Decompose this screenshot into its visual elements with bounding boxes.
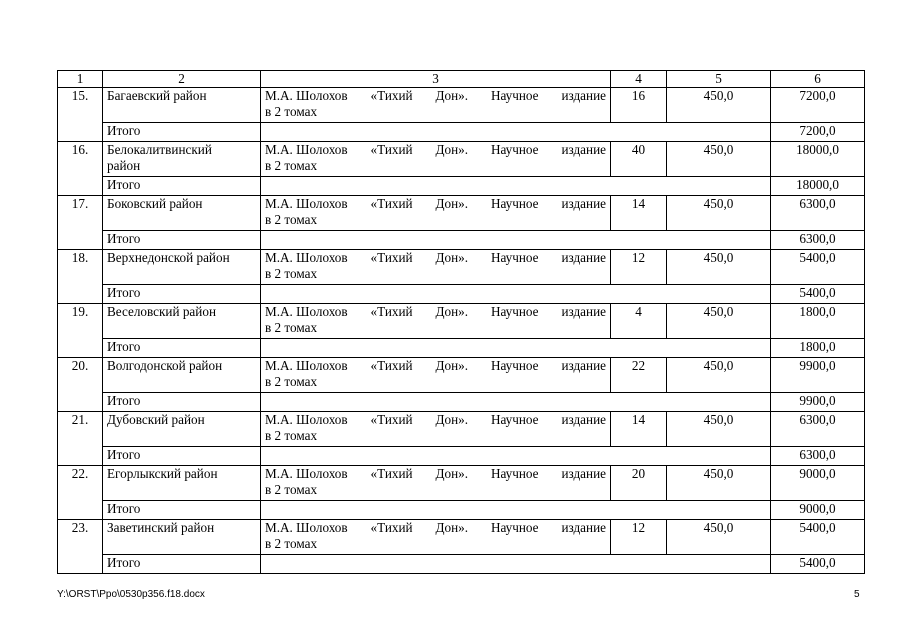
desc-word: Дон». [435, 196, 469, 211]
district-cell [103, 520, 261, 555]
total-sum-value: 6300,0 [799, 447, 836, 462]
total-label: Итого [103, 231, 261, 250]
total-row [58, 393, 865, 412]
header-cell: 3 [261, 71, 611, 88]
total-sum-cell [771, 555, 865, 574]
header-row [58, 71, 865, 88]
description-line2: в 2 томах [265, 320, 318, 335]
total-spacer [261, 555, 771, 574]
desc-word: «Тихий [370, 520, 413, 535]
sum-cell [771, 520, 865, 555]
desc-word: М.А. Шолохов [265, 412, 348, 427]
price-cell: 450,0 [667, 412, 771, 447]
description-line2: в 2 томах [265, 428, 318, 443]
total-label: Итого [103, 501, 261, 520]
sum-cell [771, 466, 865, 501]
price-cell: 450,0 [667, 466, 771, 501]
total-sum-value: 7200,0 [799, 123, 836, 138]
desc-word: Дон». [435, 250, 469, 265]
district-cell [103, 250, 261, 285]
total-label: Итого [103, 555, 261, 574]
quantity-cell: 12 [611, 520, 667, 555]
total-sum-value: 6300,0 [799, 231, 836, 246]
price-cell: 450,0 [667, 196, 771, 231]
row-number: 16. [58, 142, 103, 196]
total-spacer [261, 231, 771, 250]
page-number: 5 [854, 589, 860, 600]
district-cell [103, 196, 261, 231]
desc-word: М.А. Шолохов [265, 520, 348, 535]
total-row [58, 339, 865, 358]
total-sum-cell [771, 447, 865, 466]
price-cell: 450,0 [667, 520, 771, 555]
district-cell [103, 304, 261, 339]
desc-word: «Тихий [370, 466, 413, 481]
desc-word: «Тихий [370, 88, 413, 103]
desc-word: М.А. Шолохов [265, 142, 348, 157]
header-cell: 4 [611, 71, 667, 88]
district-cell [103, 88, 261, 123]
district-name: Волгодонской район [107, 358, 223, 373]
row-number: 17. [58, 196, 103, 250]
table-row [58, 412, 865, 447]
header-cell: 6 [771, 71, 865, 88]
total-label: Итого [103, 393, 261, 412]
district-name: Заветинский район [107, 520, 215, 535]
price-cell: 450,0 [667, 250, 771, 285]
total-spacer [261, 501, 771, 520]
row-number: 21. [58, 412, 103, 466]
desc-word: «Тихий [370, 142, 413, 157]
total-sum-cell [771, 285, 865, 304]
sum-cell [771, 196, 865, 231]
total-row [58, 285, 865, 304]
total-row [58, 501, 865, 520]
desc-word: М.А. Шолохов [265, 304, 348, 319]
description-line2: в 2 томах [265, 104, 318, 119]
sum-cell [771, 142, 865, 177]
desc-word: «Тихий [370, 196, 413, 211]
desc-word: Дон». [435, 88, 469, 103]
total-sum-cell [771, 177, 865, 196]
sum-value: 18000,0 [796, 142, 839, 157]
table-row [58, 520, 865, 555]
total-spacer [261, 339, 771, 358]
desc-word: М.А. Шолохов [265, 250, 348, 265]
desc-word: Дон». [435, 358, 469, 373]
desc-word: Дон». [435, 142, 469, 157]
desc-word: М.А. Шолохов [265, 466, 348, 481]
quantity-cell: 16 [611, 88, 667, 123]
description-cell [261, 88, 611, 123]
total-spacer [261, 177, 771, 196]
district-cell [103, 358, 261, 393]
row-number: 23. [58, 520, 103, 574]
sum-cell [771, 412, 865, 447]
description-cell [261, 520, 611, 555]
sum-value: 9000,0 [799, 466, 836, 481]
sum-cell [771, 304, 865, 339]
desc-word: издание [561, 412, 606, 427]
total-spacer [261, 285, 771, 304]
description-line2: в 2 томах [265, 374, 318, 389]
price-cell: 450,0 [667, 88, 771, 123]
total-spacer [261, 447, 771, 466]
quantity-cell: 40 [611, 142, 667, 177]
sum-value: 6300,0 [799, 412, 836, 427]
header-cell: 1 [58, 71, 103, 88]
district-cell [103, 412, 261, 447]
desc-word: Научное [490, 358, 539, 373]
desc-word: Дон». [435, 520, 469, 535]
desc-word: Дон». [435, 304, 469, 319]
total-spacer [261, 123, 771, 142]
desc-word: издание [561, 520, 606, 535]
description-line2: в 2 томах [265, 266, 318, 281]
table-row [58, 466, 865, 501]
total-label: Итого [103, 177, 261, 196]
table-row [58, 88, 865, 123]
description-cell [261, 466, 611, 501]
row-number: 19. [58, 304, 103, 358]
description-line2: в 2 томах [265, 536, 318, 551]
desc-word: «Тихий [370, 412, 413, 427]
total-sum-cell [771, 123, 865, 142]
row-number: 20. [58, 358, 103, 412]
district-name: Белокалитвинский [107, 142, 212, 157]
description-line2: в 2 томах [265, 212, 318, 227]
total-sum-value: 9900,0 [799, 393, 836, 408]
desc-word: Научное [490, 304, 539, 319]
desc-word: издание [561, 196, 606, 211]
total-sum-value: 5400,0 [799, 285, 836, 300]
district-name: Боковский район [107, 196, 203, 211]
table-row [58, 358, 865, 393]
total-sum-cell [771, 501, 865, 520]
header-cell: 5 [667, 71, 771, 88]
header-cell: 2 [103, 71, 261, 88]
total-label: Итого [103, 123, 261, 142]
row-number: 22. [58, 466, 103, 520]
quantity-cell: 12 [611, 250, 667, 285]
total-row [58, 123, 865, 142]
district-cell [103, 466, 261, 501]
desc-word: «Тихий [370, 304, 413, 319]
total-sum-cell [771, 393, 865, 412]
desc-word: М.А. Шолохов [265, 358, 348, 373]
desc-word: Дон». [435, 466, 469, 481]
price-cell: 450,0 [667, 304, 771, 339]
desc-word: издание [561, 466, 606, 481]
desc-word: Научное [490, 466, 539, 481]
desc-word: Научное [490, 520, 539, 535]
description-cell [261, 250, 611, 285]
desc-word: М.А. Шолохов [265, 88, 348, 103]
total-label: Итого [103, 285, 261, 304]
total-sum-value: 5400,0 [799, 555, 836, 570]
desc-word: Научное [490, 196, 539, 211]
total-row [58, 555, 865, 574]
total-sum-value: 18000,0 [796, 177, 839, 192]
row-number: 18. [58, 250, 103, 304]
description-cell [261, 304, 611, 339]
desc-word: издание [561, 88, 606, 103]
table-row [58, 250, 865, 285]
desc-word: Научное [490, 250, 539, 265]
description-cell [261, 412, 611, 447]
quantity-cell: 20 [611, 466, 667, 501]
quantity-cell: 14 [611, 412, 667, 447]
document-table [57, 70, 865, 574]
sum-cell [771, 88, 865, 123]
total-sum-value: 1800,0 [799, 339, 836, 354]
total-sum-cell [771, 339, 865, 358]
total-row [58, 231, 865, 250]
district-name: Багаевский район [107, 88, 207, 103]
total-sum-value: 9000,0 [799, 501, 836, 516]
row-number: 15. [58, 88, 103, 142]
district-name: Дубовский район [107, 412, 205, 427]
desc-word: издание [561, 358, 606, 373]
total-spacer [261, 393, 771, 412]
table-row [58, 304, 865, 339]
table-row [58, 196, 865, 231]
desc-word: «Тихий [370, 250, 413, 265]
desc-word: Научное [490, 88, 539, 103]
total-label: Итого [103, 447, 261, 466]
description-cell [261, 142, 611, 177]
desc-word: «Тихий [370, 358, 413, 373]
sum-cell [771, 250, 865, 285]
district-name-line2: район [107, 158, 141, 173]
desc-word: Научное [490, 142, 539, 157]
desc-word: издание [561, 142, 606, 157]
desc-word: Дон». [435, 412, 469, 427]
desc-word: М.А. Шолохов [265, 196, 348, 211]
sum-value: 7200,0 [799, 88, 836, 103]
footer-file-path: Y:\ORST\Ppo\0530p356.f18.docx [57, 589, 205, 600]
description-line2: в 2 томах [265, 158, 318, 173]
quantity-cell: 14 [611, 196, 667, 231]
description-cell [261, 196, 611, 231]
description-cell [261, 358, 611, 393]
sum-value: 9900,0 [799, 358, 836, 373]
table-row [58, 142, 865, 177]
quantity-cell: 22 [611, 358, 667, 393]
price-cell: 450,0 [667, 142, 771, 177]
district-name: Егорлыкский район [107, 466, 218, 481]
total-sum-cell [771, 231, 865, 250]
total-label: Итого [103, 339, 261, 358]
total-row [58, 447, 865, 466]
desc-word: издание [561, 250, 606, 265]
total-row [58, 177, 865, 196]
description-line2: в 2 томах [265, 482, 318, 497]
district-cell [103, 142, 261, 177]
desc-word: Научное [490, 412, 539, 427]
sum-value: 1800,0 [799, 304, 836, 319]
sum-value: 5400,0 [799, 250, 836, 265]
sum-cell [771, 358, 865, 393]
sum-value: 5400,0 [799, 520, 836, 535]
price-cell: 450,0 [667, 358, 771, 393]
district-name: Веселовский район [107, 304, 216, 319]
quantity-cell: 4 [611, 304, 667, 339]
desc-word: издание [561, 304, 606, 319]
district-name: Верхнедонской район [107, 250, 230, 265]
sum-value: 6300,0 [799, 196, 836, 211]
